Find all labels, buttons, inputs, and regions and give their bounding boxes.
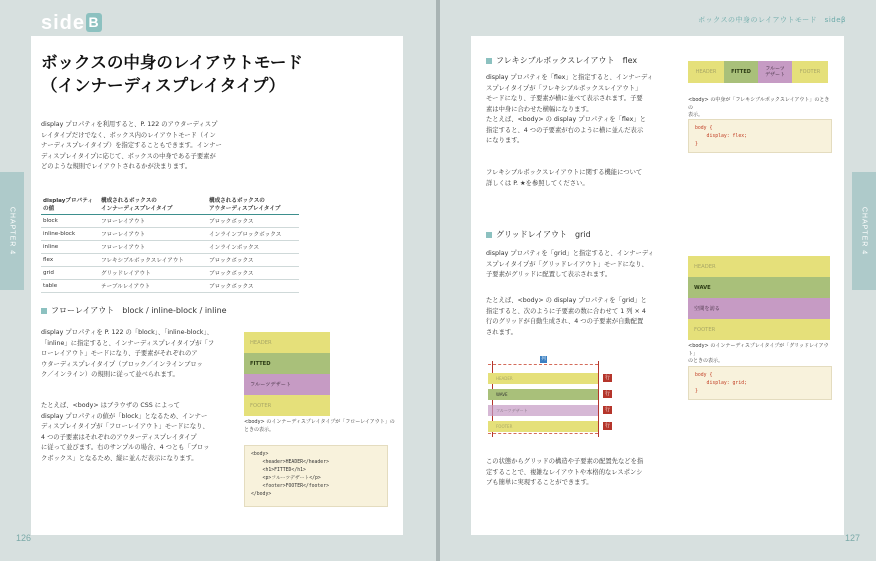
grid-row-tag: 行	[604, 423, 610, 429]
flow-code-sample: <body> <header>HEADER</header> <h1>FITTED</h1> <p>フルーツデザート</p> <footer>FOOTER</footer> </body>	[244, 445, 388, 507]
demo-header: HEADER	[688, 61, 724, 83]
demo-wave: WAVE	[688, 277, 830, 298]
demo-header: HEADER	[244, 332, 330, 353]
flex-code-sample: body { display: flex; }	[688, 119, 832, 153]
flow-paragraph-2: たとえば、<body> はブラウザの CSS によって display プロパティの値が「block」となるため、インナー ディスプレイタイプが「フローレイアウト」モードになり、 4 つの子要素はそれぞれのアウターディスプレイタイプ に従って並びます。右のサンプルの場合、4 つとも「ブロッ クボックス」となるため、縦に並んだ表示になります。	[41, 402, 210, 462]
left-page	[0, 0, 436, 561]
demo-fruit-dessert: フルーツ デザート	[758, 61, 792, 83]
demo-fitted: FITTED	[244, 353, 330, 374]
table-row: inline-block フローレイアウト インラインブロックボックス	[41, 228, 299, 241]
demo-footer: FOOTER	[792, 61, 828, 83]
beta-mark: B	[86, 13, 102, 32]
table-row: table テーブルレイアウト ブロックボックス	[41, 280, 299, 293]
table-row: block フローレイアウト ブロックボックス	[41, 215, 299, 228]
flow-layout-heading: フローレイアウト block / inline-block / inline	[41, 305, 227, 316]
grid-paragraph-3: この状態からグリッドの構造や子要素の配置先などを指 定することで、複雑なレイアウトや本格的なレスポンシ ブも簡単に実現することができます。	[486, 458, 644, 486]
grid-column-label: 列	[541, 357, 546, 362]
side-logo: side B	[41, 12, 102, 35]
flex-demo-caption: <body> の中身が「フレキシブルボックスレイアウト」のときの 表示。	[688, 97, 830, 118]
square-bullet-icon	[486, 232, 492, 238]
flex-paragraph-2: フレキシブルボックスレイアウトに関する機能について 詳しくは P. ★を参照してください。	[486, 169, 643, 187]
flow-layout-demo	[244, 332, 330, 416]
demo-visit: 空間を訪る	[688, 298, 830, 319]
page-title: ボックスの中身のレイアウトモード （インナーディスプレイタイプ）	[41, 54, 303, 95]
grid-row-footer: FOOTER	[488, 421, 598, 432]
table-row: inline フローレイアウト インラインボックス	[41, 241, 299, 254]
demo-footer: FOOTER	[244, 395, 330, 416]
page-number-right: 127	[844, 533, 860, 543]
table-row: flex フレキシブルボックスレイアウト ブロックボックス	[41, 254, 299, 267]
grid-row-wave: WAVE	[488, 389, 598, 400]
grid-row-fruit: フルーツデザート	[488, 405, 598, 416]
page-number-left: 126	[16, 533, 32, 543]
square-bullet-icon	[41, 308, 47, 314]
flow-paragraph-1: display プロパティを P. 122 の「block」、「inline-block」、 「inline」に指定すると、インナーディスプレイタイプが「フ ローレイアウト」モードになり、子要素がそれぞれのア ウターディスプレイタイプ（ブロック／インラインブロッ ク／インライン）の規則に従って並べられます。	[41, 329, 215, 378]
demo-footer: FOOTER	[688, 319, 830, 340]
demo-fruit-dessert: フルーツデザート	[244, 374, 330, 395]
right-page	[440, 0, 876, 561]
grid-layout-demo	[688, 256, 830, 340]
grid-demo-caption: <body> のインナーディスプレイタイプが「グリッドレイアウト」 のときの表示。	[688, 343, 829, 364]
grid-row-header: HEADER	[488, 373, 598, 384]
square-bullet-icon	[486, 58, 492, 64]
chapter-tab-left: CHAPTER 4	[0, 172, 24, 290]
running-header: ボックスの中身のレイアウトモード sideβ	[698, 16, 846, 24]
chapter-tab-right: CHAPTER 4	[852, 172, 876, 290]
grid-code-sample: body { display: grid; }	[688, 366, 832, 400]
display-table	[41, 195, 299, 293]
grid-paragraph-2: たとえば、<body> の display プロパティを「grid」と 指定すると、次のように子要素の数に合わせて 1 列 × 4 行のグリッドが自動生成され、4 つの子要素が自動配置 されます。	[486, 297, 647, 336]
grid-structure-illustration	[488, 357, 610, 438]
table-header-row: displayプロパティ の値 構成されるボックスの インナーディスプレイタイプ 構成されるボックスの アウターディスプレイタイプ	[41, 195, 299, 215]
intro-text: display プロパティを利用すると、P. 122 のアウターディスプ レイタイプだけでなく、ボックス内のレイアウトモード（イン ナーディスプレイタイプ）を指定することもできます。インナー ディスプレイタイプに応じて、ボックスの中身である子要素が どのような規則でレイアウトされるかが決まります。	[41, 121, 222, 170]
demo-fitted: FITTED	[724, 61, 758, 83]
flex-layout-heading: フレキシブルボックスレイアウト flex	[486, 55, 637, 66]
table-row: grid グリッドレイアウト ブロックボックス	[41, 267, 299, 280]
flex-paragraph-1: display プロパティを「flex」と指定すると、インナーディ スプレイタイプが「フレキシブルボックスレイアウト」 モードになり、子要素が横に並べて表示されます。子要 素は中身に合わせた横幅になります。 たとえば、<body> の display プロパティを「flex」と 指定すると、4 つの子要素が右のように横に並んだ表示 になります。	[486, 74, 654, 144]
grid-paragraph-1: display プロパティを「grid」と指定すると、インナーディ スプレイタイプが「グリッドレイアウト」モードになり、 子要素がグリッドに配置して表示されます。	[486, 250, 654, 278]
grid-row-tag: 行	[604, 407, 610, 413]
flow-demo-caption: <body> のインナーディスプレイタイプが「フローレイアウト」の ときの表示。	[244, 419, 395, 433]
grid-layout-heading: グリッドレイアウト grid	[486, 229, 591, 240]
demo-header: HEADER	[688, 256, 830, 277]
grid-row-tag: 行	[604, 375, 610, 381]
flex-layout-demo	[688, 61, 828, 83]
grid-row-tag: 行	[604, 391, 610, 397]
